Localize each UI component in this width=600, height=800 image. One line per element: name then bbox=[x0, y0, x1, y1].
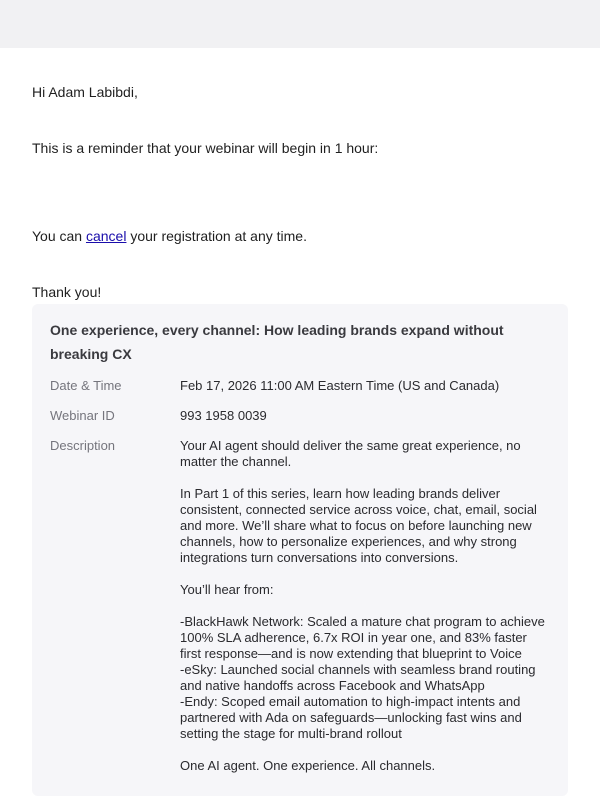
description-label: Description bbox=[50, 438, 116, 453]
greeting-text: Hi Adam Labibdi, bbox=[32, 84, 138, 100]
webinar-details-card bbox=[32, 304, 568, 796]
description-paragraph: Your AI agent should deliver the same great experience, no matter the channel. bbox=[180, 438, 521, 469]
email-header-bar bbox=[0, 0, 600, 48]
description-row bbox=[50, 438, 550, 790]
cancel-suffix: your registration at any time. bbox=[126, 228, 307, 244]
cancel-link[interactable]: cancel bbox=[85, 228, 127, 244]
description-paragraph: One AI agent. One experience. All channels. bbox=[180, 758, 436, 773]
thanks-text: Thank you! bbox=[32, 284, 102, 300]
description-value bbox=[180, 438, 550, 790]
description-paragraph: -BlackHawk Network: Scaled a mature chat program to achieve 100% SLA adherence, 6.7x ROI in year one, and 83% faster first response—and is now extending that blueprint to Voice -eSky: Launched social channels with seamless brand routing and native handoffs across Facebook and WhatsApp -Endy: Scoped email automation to high-impact intents and partnered with Ada on safeguards—unlocking fast wins and setting the stage for multi-brand rollout bbox=[180, 614, 545, 741]
cancel-paragraph bbox=[32, 226, 307, 246]
cancel-prefix: You can bbox=[32, 228, 86, 244]
reminder-text: This is a reminder that your webinar will begin in 1 hour: bbox=[32, 140, 379, 156]
webinar-id-label: Webinar ID bbox=[50, 408, 115, 423]
webinar-title: One experience, every channel: How leading brands expand without breaking CX bbox=[50, 322, 504, 362]
date-value: Feb 17, 2026 11:00 AM Eastern Time (US and Canada) bbox=[180, 378, 500, 393]
date-label: Date & Time bbox=[50, 378, 122, 393]
webinar-id-value: 993 1958 0039 bbox=[180, 408, 267, 423]
description-paragraph: In Part 1 of this series, learn how leading brands deliver consistent, connected service across voice, chat, email, social and more. We’ll share what to focus on before launching new channels, how to personalize experiences, and why strong integrations turn conversations into conversions. bbox=[180, 486, 537, 565]
date-row bbox=[50, 378, 550, 394]
webinar-id-row bbox=[50, 408, 550, 424]
description-paragraph: You’ll hear from: bbox=[180, 582, 274, 597]
